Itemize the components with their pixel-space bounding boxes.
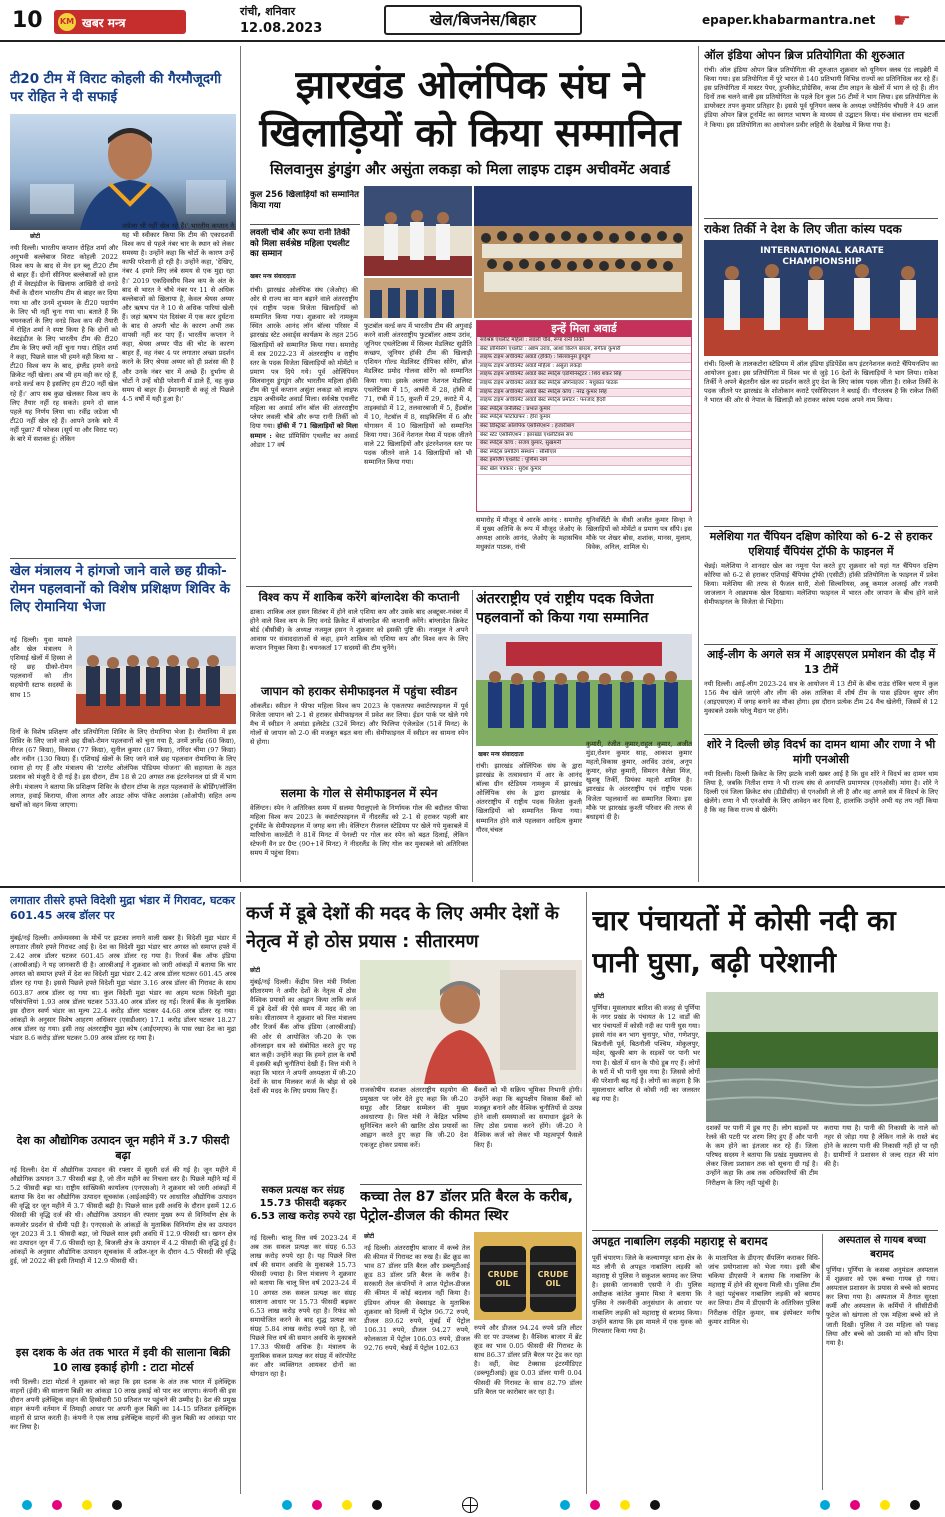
award-list-item: बेस्ट प्रॉमिसिंग एथलीट : अष्टम उरांव, आशा किरण बारला, संगीता कुमारी: [477, 346, 691, 355]
registration-dot: [850, 1500, 860, 1510]
jharkhand-hockey-subhead: हॉकी में 71 खिलाड़ियों को मिला सम्मान :: [250, 422, 358, 440]
story-divider: [704, 218, 938, 219]
registration-dot: [650, 1500, 660, 1510]
karate-banner-text: INTERNATIONAL KARATE CHAMPIONSHIP: [760, 246, 884, 267]
sitharaman-column-2: राजकोषीय सशक्त अंतरराष्ट्रीय सहयोग की प्रमुखता पर जोर देते हुए कहा कि जी-20 समूह और शिखर सम्मेलन की मुख्य अवधारणा है। वित्त मंत्री ने केंद्रित भविष्य सुनिश्चित करने की खातिर ठोस प्रयासों का आह्वान करते हुए कहा कि जी-20 देश एकजुट होकर प्रयास करें।: [360, 1086, 468, 1149]
wrestlers-group-photo: [76, 636, 236, 724]
tax-body-1: नई दिल्ली। चालू वित्त वर्ष 2023-24 में अब तक सकल प्रत्यक्ष कर संग्रह 6.53 लाख करोड़ रुपये रहा है। यह पिछले वित्त वर्ष की समान अवधि के मुकाबले 15.73 फीसदी ज्यादा है। वित्त मंत्रालय ने शुक्रवार को बताया कि चालू वित्त वर्ष 2023-24 में 10 अगस्त तक सकल प्रत्यक्ष कर संग्रह सालाना आधार पर 15.73 फीसदी बढ़कर 6.53 लाख करोड़ रुपये रहा है।: [250, 1234, 356, 1315]
crude-barrel-label-1: CRUDE OIL: [487, 1270, 519, 1288]
kosi-column-2: दशकों पर पानी में डूब गए हैं। लोग सड़कों पर रेलवे की पटरी पर शरण लिए हुए हैं और पानी के कम होने का इंतजार कर रहे हैं। जिला परिषद सदस्य ने बताया कि प्रखंड मुख्यालय से लेकर जिला प्रशासन तक को सूचना दी गई है। उन्होंने कहा कि अब तक अधिकारियों की टीम निरीक्षण के लिए नहीं पहुंची है।: [706, 1124, 818, 1187]
award-list-item: बेस्ट स्पोर्ट्स जर्नलिस्ट : प्रभात कुमार: [477, 406, 691, 415]
bridge-body: रांची। ऑल इंडिया ओपन ब्रिज प्रतियोगिता की शुरुआत शुक्रवार को यूनियन क्लब एंड लाइब्रेरी में किया गया। इस प्रतियोगिता में पूरे भारत से 140 प्रतिभागी विभिन्न राज्यों का प्रतिनिधित्व कर रहे हैं। इस प्रतियोगिता में मास्टर पेयर, डुप्लीकेट,प्रोग्रेसिव, कप्स टीम लाइन के खेलों में भाग ले रहे हैं। तीन दिनों तक चलने वाली इस प्रतियोगिता के पहले दिन कुल 56 टीमों ने भाग लिया। इस प्रतियोगिता के डायरेक्टर तपन कुमार प्रतिहार है। इससे पूर्व यूनियन क्लब के अध्यक्ष ज्योतिर्मय चौधरी ने 49 आल इंडिया ओपन ब्रिज टूर्नामेंट का स्वागत भाषण के माध्यम से उद्घाटन किया। मंच संचालन राम चटर्जी ने किया। इस प्रतियोगिता का आयोजन प्रवीर लहिरी के देखरेख में किया गया है।: [704, 66, 938, 129]
registration-dot: [372, 1500, 382, 1510]
registration-dot: [112, 1500, 122, 1510]
jharkhand-headline: झारखंड ओलंपिक संघ ने खिलाड़ियों को किया सम्मानित: [259, 63, 681, 156]
tax-headline: सकल प्रत्यक्ष कर संग्रह 15.73 फीसदी बढ़कर 6.53 लाख करोड़ रुपये रहा: [250, 1185, 356, 1222]
column-rule: [698, 46, 699, 882]
ileague-body: नयी दिल्ली। आई-लीग 2023-24 सत्र के आयोजन में 13 टीमें के बीच राउंड रॉबिन चरण में कुल 156 मैच खेले जाएंगे और लीग की अंक तालिका में शीर्ष टीम के पास इंडियन सुपर लीग (आइएसएल) में जगह बनाने का मौका होगा। इस दौरान प्रत्येक टीम 24 मैच खेलेगी, जिसमें से 12 मुकाबले उसके घरेलू मैदान पर होंगे।: [704, 680, 938, 716]
kosi-photo-label: छोटी: [594, 993, 605, 1000]
award-list-item: बेस्ट डिस्ट्रिक्ट ओलंपिक एसोसिएशन : हजारीबाग: [477, 423, 691, 432]
shorey-headline: शोरे ने दिल्ली छोड़ विदर्भ का दामन थामा और राणा ने भी मांगी एनओसी: [706, 738, 936, 766]
award-list-item: बेस्ट स्टेट एसोसिएशन : झारखंड एथलेटिक्स संघ: [477, 432, 691, 441]
jharkhand-column-2: फुटबॉल वर्ल्ड कप में भारतीय टीम की अगुवाई करने वाली अंतरराष्ट्रीय फुटबॉलर अष्टम उरांव, जूनियर एथलेटिक्स में सिल्वर मेडलिस्ट सुप्रीति कच्छप, जूनियर हॉकी टीम की खिलाड़ी एशियन गोल्ड मेडलिस्ट दीपिका सोरेंग, ब्रोंज मेडलिस्ट प्रमोद गोलवा सोरेंग को सम्मानित किया गया। इसके अलावा नेशनल मेडलिस्ट एथलेटिक्स में 15, आर्चरी में 28, हॉकी में 71, रग्बी में 15, कुश्ती में 29, कराटे में 4, ताइक्वांडो में 12, तलवारबाजी में 5, हैंडबॉल में 10, नेटबॉल में 8, साइकिलिंग में 6 और योगासन में 10 खिलाड़ियों को सम्मानित किया गया। 36वें नेशनल गेम्स में पदक जीतने वाले 22 खिलाड़ियों और इंटरनेशनल स्तर पर पदक जीतने वाले 14 खिलाड़ियों को भी सम्मानित किया गया।: [364, 322, 472, 467]
medal-column-1: रांची। झारखंड ओलिंपिक संघ के द्वारा झारखंड के तत्वावधान में आर के आनंद बॉल्स ग्रीन स्टेडियम नामकुम में झारखंड ओलिंपिक संघ के द्वारा झारखंड के अंतरराष्ट्रीय में राष्ट्रीय पदक विजेता कुश्ती खिलाड़ियों को सम्मानित किया गया। सम्मानित होने वाले पहलवान आदित्य कुमार गौरव,चंचल: [476, 762, 582, 834]
flood-photo: [706, 992, 938, 1122]
section-title: खेल/बिजनेस/बिहार: [384, 5, 582, 35]
sitharaman-column-3: बैंकरों को भी सक्रिय भूमिका निभानी होगी। उन्होंने कहा कि बहुपक्षीय विकास बैंकों को मजबूत बनाने और वैश्विक चुनौतियों से उत्पन्न होने वाली समस्याओं का समाधान ढूंढने के लिए ठोस प्रयास करने होंगे। जी-20 ने वैश्विक कर्ज को लेकर भी महत्वपूर्ण फैसले किए हैं।: [474, 1086, 582, 1149]
jharkhand-kicker-2: लवली चौबे और रूपा रानी तिर्की को मिला सर्वश्रेष्ठ महिला एथलीट का सम्मान: [250, 228, 350, 259]
spain-headline: सलमा के गोल से सेमीफाइनल में स्पेन: [280, 786, 438, 800]
crude-oil-barrels-photo: [474, 1232, 582, 1320]
registration-dot: [880, 1500, 890, 1510]
registration-dot: [560, 1500, 570, 1510]
award-list-item: बेस्ट स्पोर्ट्स कोच : संजय कुमार, सुखमनी: [477, 440, 691, 449]
crude-column-1: नई दिल्ली। अंतरराष्ट्रीय बाजार में कच्चे तेल की कीमत में गिरावट का रुख है। ब्रेंट क्रूड का भाव 87 डॉलर प्रति बैरल और डब्ल्यूटीआई क्रूड 83 डॉलर प्रति बैरल के करीब है। सरकारी तेल कंपनियों ने आज पेट्रोल-डीजल की कीमत में कोई बदलाव नहीं किया है। इंडियन ऑयल की वेबसाइट के मुताबिक शुक्रवार को दिल्ली में पेट्रोल 96.72 रुपये, डीजल 89.62 रुपये, मुंबई में पेट्रोल 106.31 रुपये, डीजल 94.27 रुपये, कोलकाता में पेट्रोल 106.03 रुपये, डीजल 92.76 रुपये, चेन्नई में पेट्रोल 102.63: [364, 1244, 470, 1353]
kosi-headline: चार पंचायतों में कोसी नदी का पानी घुसा, बढ़ी परेशानी: [592, 904, 896, 979]
newspaper-logo[interactable]: [54, 10, 186, 34]
award-list-item: लाइफ टाइम अचीवमेंट अवार्ड बेस्ट स्पोर्ट्स कोच : नरेंद्र कुमार सिंह: [477, 389, 691, 398]
award-list-item: बेस्ट स्पोर्ट्स फोटोग्राफर : हीरा कुमार: [477, 414, 691, 423]
karate-medal-photo: [704, 240, 938, 356]
story-divider: [704, 526, 938, 527]
registration-dot: [282, 1500, 292, 1510]
story-divider: [360, 1184, 582, 1185]
registration-dot: [312, 1500, 322, 1510]
registration-dot: [820, 1500, 830, 1510]
crude-headline: कच्चा तेल 87 डॉलर प्रति बैरल के करीब, पेट्रोल-डीजल की कीमत स्थिर: [360, 1189, 573, 1224]
sitharaman-illustration: [360, 960, 582, 1084]
story-divider: [246, 586, 692, 587]
jharkhand-column-3: समारोह में मौजूद थे आरके आनंद : समारोह में मुख्य अतिथि के रूप में मौजूद जेओए के अध्यक्ष आरके आनंद, जेओए के महासचिव मधुकांत पाठक, रांची: [476, 516, 582, 552]
wrestling-lede: नई दिल्ली। युवा मामले और खेल मंत्रालय ने एशियाई खेलों में हिस्सा ले रहे छह ग्रीको-रोमन पहलवानों को तीन सहयोगी स्टाफ सदस्यों के साथ 15: [10, 636, 72, 699]
award-list-item: लाइफ टाइम अचीवमेंट अवार्ड बेस्ट स्पोर्ट्स ऑर्गेनाइजर : मधुकांत पाठक: [477, 380, 691, 389]
registration-dot: [910, 1500, 920, 1510]
award-list-item: बेस्ट स्पोर्ट्स प्रमोटिंग संस्थान : सीसीएल: [477, 449, 691, 458]
kohli-column-2: भारतीय कप्तान ने यह भी स्वीकार किया कि टीम की एकादशवीं विश्व कप से पहले नंबर चार के स्थान को लेकर समस्या है। उन्होंने कहा कि चोटों के कारण उन्हें काफी परेशानी हो रही है। उन्होंने कहा, 'देखिए, नंबर 4 हमारे लिए लंबे समय से एक मुद्दा रहा है।' 2019 एकदिवसीय विश्व कप के अंत के बाद से भारत ने चौथे नंबर पर 11 से अधिक बल्लेबाजों को खिलाया है, केवल श्रेयस अय्यर और ऋषभ पंत ने 10 से अधिक पारियां खेली हैं। जहां ऋषभ पंत दिसंबर में एक कार दुर्घटना के बाद से अपनी चोट के कारण अभी तक वापसी नहीं कर पाए हैं। भारतीय कप्तान ने कहा, श्रेयस अय्यर पीठ की चोट के कारण बाहर हैं, वह नंबर 4 पर लगातार अच्छा प्रदर्शन करने के लिए श्रेयस अय्यर को ही प्रशंसा की है और उनके नंबर चार में अच्छे हैं। दुर्भाग्य से चोटों ने उन्हें थोड़ी परेशानी में डाले हैं, वह कुछ समय से बाहर हैं। ईमानदारी से कहूं तो पिछले 4-5 वर्षों में यही हुआ है।': [122, 222, 234, 403]
kosi-column-3: कराया गया है। पानी की निकासी के नाले को नहर से जोड़ा गया है लेकिन नाले के रास्ते बंद होने के कारण पानी की निकासी नहीं हो पा रही है। ग्रामीणों ने प्रशासन से जल्द राहत की मांग की है।: [824, 1124, 938, 1169]
award-list-item: लाइफ टाइम अचीवमेंट अवार्ड बेस्ट स्पोर्ट्स प्रमोटर : फरजाद हैदरी: [477, 397, 691, 406]
registration-dot: [342, 1500, 352, 1510]
rohit-sharma-photo: [10, 114, 236, 230]
kohli-photo-label: छोटी: [30, 233, 41, 240]
crude-photo-label: छोटी: [364, 1233, 375, 1240]
jharkhand-byline: खबर मन्त्र संवाददाता: [250, 273, 296, 280]
award-list-item: लाइफ टाइम अचीवमेंट अवार्ड (हॉकी) : सिलवानुस डुंगडुंग: [477, 354, 691, 363]
header-date: 12.08.2023: [240, 21, 323, 36]
ceremony-illustration-2: [364, 278, 472, 318]
page-number: 10: [12, 8, 43, 33]
sitharaman-column-1: मुंबई/नई दिल्ली। केंद्रीय वित्त मंत्री निर्मला सीतारमण ने अमीर देशों के नेतृत्व में ठोस वैश्विक प्रयासों का आह्वान किया ताकि कर्ज में डूबे देशों की ऐसे समय में मदद की जा सके। सीतारमण ने शुक्रवार को वित्त मंत्रालय और रिजर्व बैंक ऑफ इंडिया (आरबीआई) की ओर से आयोजित जी-20 के एक ऑनलाइन सत्र को संबोधित करते हुए यह बात कही। उन्होंने कहा कि हमने हाल के वर्षों में इसकी बढ़ी चुनौतियां देखी हैं। वित्त मंत्री ने कहा कि भारत ने अपनी अध्यक्षता में जी-20 देशों के साथ मिलकर कर्ज के बोझ से दबे देशों की मदद के लिए प्रयास किए हैं।: [250, 978, 356, 1096]
award-list-box: [476, 320, 692, 512]
sweden-headline: जापान को हराकर सेमीफाइनल में पहुंचा स्वीडन: [260, 684, 458, 698]
registration-dot: [590, 1500, 600, 1510]
award-group-photo: [474, 186, 692, 318]
header-city-day: रांची, शनिवार: [240, 5, 296, 18]
crude-barrel-label-2: CRUDE OIL: [537, 1270, 569, 1288]
shakib-body: ढाका। शाकिब अल हसन सितंबर में होने वाले एशिया कप और उसके बाद अक्टूबर-नवंबर में होने वाले विश्व कप के लिए वनडे क्रिकेट में बांग्लादेश की कप्तानी करेंगे। बांग्लादेश क्रिकेट बोर्ड (बीसीबी) के अध्यक्ष नजमुल हसन ने शुक्रवार को इसकी पुष्टि की। नजमुल ने अपने आवास पर संवाददाताओं से कहा, हमने शाकिब को एशिया कप और विश्व कप के लिए कप्तान नियुक्त किया है। चयनकर्ता 17 सदस्यों की टीम चुनेंगे।: [250, 608, 468, 653]
column-rule: [586, 892, 587, 1494]
jharkhand-hockey-body: बेस्ट प्रॉमिसिंग एथलीट का अवार्ड ओडार 17 वर्ष: [250, 431, 358, 449]
crosshair-registration-icon: [462, 1497, 478, 1513]
story-divider: [10, 558, 236, 559]
wrestling-headline: खेल मंत्रालय ने हांगजो जाने वाले छह ग्रीको-रोमन पहलवानों को विशेष प्रशिक्षण शिविर के लिए रोमानिया भेजा: [10, 563, 230, 615]
story-divider: [704, 644, 938, 645]
kicker-divider: [250, 224, 360, 225]
logo-emblem-icon: KM: [58, 13, 76, 31]
award-ceremony-photo-1: [364, 186, 472, 276]
sitharaman-headline: कर्ज में डूबे देशों की मदद के लिए अमीर देशों के नेतृत्व में हो ठोस प्रयास : सीतारमण: [246, 903, 559, 952]
jharkhand-kicker-1: कुल 256 खिलाड़ियों को सम्मानित किया गया: [250, 190, 359, 211]
tata-headline: इस दशक के अंत तक भारत में इवी की सालाना बिक्री 10 लाख इकाई होगी : टाटा मोटर्स: [15, 1346, 231, 1374]
industry-headline: देश का औद्योगिक उत्पादन जून महीने में 3.7 फीसदी बढ़ा: [16, 1134, 230, 1162]
bridge-headline: ऑल इंडिया ओपन ब्रिज प्रतियोगिता की शुरुआत: [704, 48, 905, 62]
award-list-item: लाइफ टाइम अचीवमेंट अवार्ड बेस्ट स्पोर्ट्स एडमिनिस्ट्रेटर : शिव शंकर सिंह: [477, 371, 691, 380]
award-list-item: लाइफ टाइम अचीवमेंट अवार्ड महिला : असुंता लकड़ा: [477, 363, 691, 372]
award-list-item: बेस्ट खेल पत्रकार : सुदेश कुमार: [477, 466, 691, 475]
award-list-title: इन्हें मिला अवार्ड: [477, 321, 691, 337]
jharkhand-column-4: यूनिवर्सिटी के वीसी अजीत कुमार सिन्हा ने खिलाड़ियों को मोमेंटो व प्रमाण पत्र सौंपे। इस मौके पर शेखर बोस, शशांक, मानस, मुलाम, विवेक, अनिल, शामिल थे।: [586, 516, 692, 552]
award-group-illustration: [474, 186, 692, 318]
registration-dot: [22, 1500, 32, 1510]
logo-text: खबर मन्त्र: [82, 16, 126, 30]
jharkhand-column-1-wrapper: [250, 286, 358, 580]
wrestling-body: दिनों के विशेष प्रशिक्षण और प्रतियोगिता शिविर के लिए रोमानिया भेजा है। रोमानिया में इस शिविर के लिए जाने वाले छह ग्रीको-रोमन पहलवानों को चुना गया है, उनमें ज्ञानेंद्र (60 किग्रा), नीरज (67 किग्रा), विकास (77 किग्रा), सुनील कुमार (87 किग्रा), नरिंदर चीमा (97 किग्रा) और नवीन (130 किग्रा) हैं। एशियाई खेलों के लिए जाने वाले छह पहलवान रोमानिया के लिए रवाना हो गए हैं और मंत्रालय की 'टारगेट ओलंपिक पोडियम योजना' की सहायता के तहत प्रस्ताव को मंजूरी दे दी गई है। इस दौरान, टीम 18 से 20 अगस्त तक इंटरनेशनल ग्रां प्री में भाग लेगी। मंत्रालय ने बताया कि प्रशिक्षण शिविर के दौरान टॉप्स के तहत पहलवानों के बोर्डिंग/लॉजिंग लागत, हवाई किराया, वीजा लागत और आउट ऑफ पॉकेट अलाउंस (ओओपी) सहित अन्य खर्चों को वहन किया जाएगा।: [10, 728, 236, 809]
tata-body: नयी दिल्ली। टाटा मोटर्स ने शुक्रवार को कहा कि इस दशक के अंत तक भारत में इलेक्ट्रिक वाहनों (ईवी) की सालाना बिक्री का आंकड़ा 10 लाख इकाई को पार कर जाएगा। कंपनी की इस दौरान अपनी इलेक्ट्रिक वाहन की हिस्सेदारी 50 प्रतिशत पर पहुंचने की उम्मीद है। देश की प्रमुख वाहन कंपनी वर्तमान में तिमाही आधार पर अपनी कुल बिक्री का 14-15 प्रतिशत इलेक्ट्रिक वाहनों से प्राप्त करती है। कंपनी ने एक लाख इलेक्ट्रिक वाहनों की कुल बिक्री का आंकड़ा पार कर लिया है।: [10, 1378, 236, 1432]
ceremony-illustration-1: [364, 186, 472, 276]
wrestlers-group-illustration: [76, 636, 236, 724]
jharkhand-column-1: रांची। झारखंड ओलंपिक संघ (जेओए) की ओर से राज्य का मान बढ़ाने वाले अंतरराष्ट्रीय एवं राष्ट्रीय पदक विजेता खिलाड़ियों को सम्मानित किया गया। शुक्रवार को नामकुम स्थित आरके आनंद लॉन बॉल्स परिसर में झारखंड स्टेट अवार्ड्स कार्यक्रम के तहत 256 खिलाड़ियों को सम्मानित किया गया। समारोह में सत्र 2022-23 में अंतरराष्ट्रीय व राष्ट्रीय स्तर के पदक विजेता खिलाड़ियों को मोमेंटो व प्रमाण पत्र दिये गये। पूर्व ओलिंपियन सिलवानुस डुंगडुंग और भारतीय महिला हॉकी टीम की पूर्व कप्तान असुंता लकड़ा को लाइफ टाइम अचीवमेंट अवार्ड मिला। सर्वश्रेष्ठ एथलीट महिला का अवार्ड लॉन बॉल की अंतरराष्ट्रीय प्लेयर लवली चौबे और रूपा रानी तिर्की को दिया गया।: [250, 286, 358, 431]
rohit-figure-illustration: [10, 114, 236, 230]
award-list-item: बेस्ट इमर्जिंग एथलीट : पूर्णिमा नाग: [477, 457, 691, 466]
medal-wrestlers-illustration: [476, 634, 692, 746]
kohli-column-1: नयी दिल्ली। भारतीय कप्तान रोहित शर्मा और अनुभवी बल्लेबाज विराट कोहली 2022 विश्व कप के बाद से मेन इन ब्लू टी20 टीम से बाहर हैं। दोनों सीनियर बल्लेबाजों को हाल ही में वेस्टइंडीज के खिलाफ आखिरी दो वनडे मैचों के दौरान भारतीय टीम से बाहर कर दिया गया था और उनमें शुभमन के टी20 पदार्पण के लिए भी नहीं चुना गया था। बताते हैं कि चयनकर्ता के लिए वनडे विश्व कप की तैयारी में रोहित शर्मा ने स्पष्ट किया है कि दोनों को वेस्टइंडीज के लिए भारतीय टीम की टी20 टीम के लिए क्यों नहीं चुना गया। रोहित शर्मा ने कहा, पिछले साल भी हमने वही किया था - टी20 विश्व कप के बाद, इंग्लैंड हमने वनडे क्रिकेट नहीं खेला। अब भी हम वही कर रहे हैं, वनडे वर्ल्ड कप है इसलिए हम टी20 नहीं खेल रहे हैं।' आप सब कुछ खेलकर विश्व कप के लिए तैयार नहीं रह सकते। हमने दो साल पहले यह निर्णय लिया था। रवींद्र जडेजा भी टी20 नहीं खेल रहे हैं। आपने उनके बारे में नहीं पूछा? मैं फोकस (सूर्य या और विराट पर) के बारे में सशक्त हूं। लेकिन: [10, 244, 118, 443]
registration-dot: [620, 1500, 630, 1510]
ileague-headline: आई-लीग के अगले सत्र में आइएसएल प्रमोशन की दौड़ में 13 टीमें: [706, 648, 936, 676]
story-divider: [704, 734, 938, 735]
medal-byline: खबर मन्त्र संवाददाता: [478, 751, 524, 758]
column-rule: [822, 1234, 823, 1490]
kohli-column-2-wrapper: [122, 222, 234, 554]
column-rule: [240, 892, 241, 1494]
shorey-body: नयी दिल्ली। दिल्ली क्रिकेट के लिए झटके वाली खबर आई है कि ध्रुव शोरे ने विदर्भ का दामन थाम लिया है, जबकि नितीश राणा ने भी राज्य संघ से अनापत्ति प्रमाणपत्र (एनओसी) मांगा है। शोरे ने दिल्ली एवं जिला क्रिकेट संघ (डीडीसीए) से एनओसी ले ली है और वह अगले सत्र में विदर्भ के लिए खेलेंगे। राणा ने भी एनओसी के लिए आवेदन कर दिया है, हालांकि उन्होंने अभी यह तय नहीं किया है कि वह किस राज्य से खेलेंगे।: [704, 770, 938, 815]
registration-dot: [52, 1500, 62, 1510]
kosi-column-1: पूर्णिया। मूसलाधार बारिश की वजह से पूर्णिया के नगर प्रखंड के पंचायत के 12 वार्डों की चार पंचायतों में कोसी नदी का पानी घुस गया। इससे गांव बन भाग चुनापुर, भोरा, गणेशपुर, बिठनौली पूर्व, बिठनौली पश्चिम, मोकुलपुर, महेश, खुश्की बाग के सड़कों पर पानी भर गया है। खेतों में धान के पौधे डूब गए हैं। लोगों के घरों में भी पानी घुस गया है। जिससे लोगों की परेशानी बढ़ गई है। लोगों का कहना है कि मूसलाधार बारिश से कोसी नदी का जलस्तर बढ़ गया है।: [592, 1004, 700, 1103]
girl-recovered-column-1: पूर्वी चंपारण। जिले के कल्याणपुर थाना क्षेत्र के मठ लौनी से अपहृत नाबालिग लड़की को महाराष्ट्र से पुलिस ने सकुशल बरामद कर लिया है। इसकी जानकारी एसपी ने दी। पुलिस अधीक्षक कांतेश कुमार मिश्रा ने बताया कि पुलिस ने तकनीकी अनुसंधान के आधार पर नाबालिग लड़की को महाराष्ट्र से बरामद किया। उन्होंने बताया कि इस मामले में एक युवक को गिरफ्तार किया गया है।: [592, 1254, 702, 1335]
medal-wrestlers-photo: [476, 634, 692, 746]
section-divider: [0, 886, 945, 888]
shakib-headline: विश्व कप में शाकिब करेंगे बांग्लादेश की कप्तानी: [258, 590, 460, 604]
spain-body: वेलिंग्टन। स्पेन ने अतिरिक्त समय में सलमा पैरालुएलो के निर्णायक गोल की बदौलत फीफा महिला विश्व कप 2023 के क्वार्टरफाइनल में नीदरलैंड को 2-1 से हराकर पहली बार टूर्नामेंट के सेमीफाइनल में जगह बना ली। वेलिंग्टन रीजनल स्टेडियम पर खेले गये मुकाबले में मारियोना काल्डेंटी ने 81वें मिनट में पेनल्टी पर गोल कर स्पेन को बढ़त दिलाई, लेकिन स्टेफनी वैन डर ग्रैग्ट (90+1वें मिनट) ने नीदरलैंड के लिए गोल कर मुकाबले को अतिरिक्त समय में पहुंचा दिया।: [250, 804, 468, 858]
tax-column-1: [250, 1234, 356, 1490]
rakesh-headline: राकेश तिर्की ने देश के लिए जीता कांस्य पदक: [704, 222, 902, 236]
girl-recovered-column-2: के मातापिता के डीएनए सैंपलिंग कराकर विधि-जांच प्रयोगशाला को भेजा गया। इसी बीच चकिया डीएसपी ने बताया कि नाबालिग के महाराष्ट्र में होने की सूचना मिली थी। पुलिस टीम ने वहां पहुंचकर नाबालिग लड़की को बरामद कर लिया। टीम में डीएसपी के अतिरिक्त पुलिस निरीक्षक रोहित कुमार, सब इंस्पेक्टर मनीष कुमार शामिल थे।: [708, 1254, 820, 1326]
malaysia-headline: मलेशिया गत चैंपियन दक्षिण कोरिया को 6-2 से हराकर एशियाई चैंपियंस ट्रॉफी के फाइनल में: [709, 530, 933, 558]
forex-body: मुंबई/नई दिल्ली। अर्थव्यवस्था के मोर्चे पर झटका लगाने वाली खबर है। विदेशी मुद्रा भंडार में लगातार तीसरे हफ्ते गिरावट आई है। देश का विदेशी मुद्रा भंडार चार अगस्त को समाप्त हफ्ते में 2.42 अरब डॉलर घटकर 601.45 अरब डॉलर रह गया है। रिजर्व बैंक ऑफ इंडिया (आरबीआई) ने यह जानकारी दी है। आरबीआई ने शुक्रवार को जारी आंकड़ों में बताया कि चार अगस्त को समाप्त हफ्ते में देश का विदेशी मुद्रा भंडार 2.42 अरब डॉलर घटकर 601.45 अरब डॉलर रह गया है। इससे पिछले हफ्ते विदेशी मुद्रा भंडार 3.16 अरब डॉलर की गिरावट के साथ 603.87 अरब डॉलर रह गया था। कुल विदेशी मुद्रा भंडार का अहम घटक विदेशी मुद्रा परिसंपत्तियां 1.93 अरब डॉलर घटकर 533.40 अरब डॉलर रह गई। रिजर्व बैंक के मुताबिक इस दौरान स्वर्ण भंडार का मूल्य 22.4 करोड़ डॉलर घटकर 44.68 अरब डॉलर रह गया। आंकड़ों के अनुसार विशेष आहरण अधिकार (एसडीआर) 17.1 करोड़ डॉलर घटकर 18.27 अरब डॉलर रह गया। इसी तरह अंतरराष्ट्रीय मुद्रा कोष (आईएमएफ) के पास रखा देश का मुद्रा भंडार 8.6 करोड़ डॉलर घटकर 5.09 अरब डॉलर रह गया है।: [10, 934, 236, 1043]
sitharaman-photo-label: छोटी: [250, 967, 261, 974]
flood-illustration: [706, 992, 938, 1122]
column-rule: [472, 590, 473, 882]
medal-column-2: कुमारी, रंजीत कुमार,राहुल कुमार, अजीत मुंडा,रोशन कुमार साह, आकाश कुमार महतो,विकास कुमार, अरविंद उरांव, अनूप कुमार, स्नेहा कुमारी, सिमरन वैलेन्ना मिंज, खुशबू तिर्की, प्रियंका महतो शामिल है। झारखंड के अंतरराष्ट्रीय एवं राष्ट्रीय पदक विजेता पहलवानों का सम्मानित किया। इस मौके पर झारखंड कुश्ती परिवार की तरफ से बधाइयां दी है।: [586, 740, 692, 821]
award-list: [477, 337, 691, 475]
story-divider: [592, 1230, 938, 1231]
award-ceremony-photo-2: [364, 278, 472, 318]
jharkhand-subhead: सिलवानुस डुंगडुंग और असुंता लकड़ा को मिला लाइफ टाइम अचीवमेंट अवार्ड: [270, 162, 670, 178]
award-list-item: सर्वश्रेष्ठ एथलीट महिला : लवली चौबे, रूपा रानी तिर्की: [477, 337, 691, 346]
malaysia-body: चेन्नई। मलेशिया ने शानदार खेल का नमूना पेश करते हुए शुक्रवार को यहां गत चैंपियन दक्षिण कोरिया को 6-2 से हराकर एशियाई चैंपियंस ट्रॉफी (एसीटी) हॉकी प्रतियोगिता के फाइनल में प्रवेश किया। मलेशिया की तरफ से फैजल सारी, शेलो सिल्वरियस, अबू कमाल अजरई और नजमी जाजलान ने आक्रामक खेल दिखाया। मलेशिया फाइनल में भारत और जापान के बीच होने वाले सेमीफाइनल के विजेता से भिड़ेगा।: [704, 562, 938, 607]
sweden-body: ऑकलैंड। स्वीडन ने फीफा महिला विश्व कप 2023 के एकतरफा क्वार्टरफाइनल में पूर्व विजेता जापान को 2-1 से हराकर सेमीफाइनल में प्रवेश कर लिया। ईडन पार्क पर खेले गये मैच में स्वीडन ने अमांडा इलेस्टेड (32वें मिनट) और फिलिपा एंजेलडेल (51वें मिनट) के गोलों से जापान को 2-0 की मजबूत बढ़त बना ली। सेमीफाइनल में स्वीडन का सामना स्पेन से होगा।: [250, 702, 468, 747]
sitharaman-photo: [360, 960, 582, 1084]
industry-body: नई दिल्ली। देश में औद्योगिक उत्पादन की रफ्तार में सुस्ती दर्ज की गई है। जून महीने में औद्योगिक उत्पादन 3.7 फीसदी बढ़ा है, जो तीन महीने का निचला स्तर है। पिछले महीने मई में 5.2 फीसदी बढ़ा था। राष्ट्रीय सांख्यिकी कार्यालय (एनएसओ) ने शुक्रवार को जारी आंकड़ों में बताया कि देश का औद्योगिक उत्पादन सूचकांक (आईआईपी) पर आधारित औद्योगिक उत्पादन की वृद्धि दर जून महीने में 3.7 फीसदी बढ़ी है। पिछले साल इसी अवधि के दौरान इसमें 12.6 फीसदी की वृद्धि दर्ज की थी। औद्योगिक उत्पादन की रफ्तार मुख्य रूप से विनिर्माण क्षेत्र के कमजोर प्रदर्शन से धीमी पड़ी है। एनएसओ के आंकड़ों के मुताबिक विनिर्माण क्षेत्र का उत्पादन जून 2023 में 3.1 फीसदी बढ़ा, जो पिछले साल इसी अवधि में 12.9 फीसदी था। खनन क्षेत्र का उत्पादन जून में 7.6 फीसदी रहा है, बिजली क्षेत्र के उत्पादन में 4.2 फीसदी की वृद्धि हुई है। आंकड़ों के अनुसार औद्योगिक उत्पादन सूचकांक में अप्रैल-जून के दौरान 4.5 फीसदी की वृद्धि हुई, जो 2022 की इसी तिमाही में 12.9 फीसदी थी।: [10, 1166, 236, 1265]
rakesh-body: रांची। दिल्ली के तालकटोरा स्टेडियम में ऑल इंडिया इंडिपेंडेंस कप इंटरनेशनल कराटे चैंपियनशिप का आयोजन हुआ। इस प्रतियोगिता में विश्व भर से जुड़े 16 देशों के खिलाड़ियों ने भाग लिया। राकेश तिर्की ने अपने बेहतरीन खेल का प्रदर्शन करते हुए देश के लिए कांस्य पदक जीता है। राकेश तिर्की के पदक जीतने पर झारखंड के शोतोकान कराटे एसोसिएशन ने बधाई दी। गौरतलब है कि राकेश तिर्की ने भारत की ओर से नेपाल के खिलाड़ी को हराकर कांस्य पदक अपने नाम किया।: [704, 360, 938, 405]
column-rule: [240, 46, 241, 882]
missing-child-headline: अस्पताल से गायब बच्चा बरामद: [838, 1235, 926, 1260]
epaper-url[interactable]: epaper.khabarmantra.net: [702, 13, 876, 27]
kohli-caption: जडेजा भी नहीं खेल रहे हैं।': [122, 222, 189, 230]
crude-column-2: रुपये और डीजल 94.24 रुपये प्रति लीटर की दर पर उपलब्ध है। वैश्विक बाजार में ब्रेंट क्रूड का भाव 0.05 फीसदी की गिरावट के साथ 86.37 डॉलर प्रति बैरल पर ट्रेड कर रहा है। वहीं, वेस्ट टेक्सास इंटरमीडिएट (डब्ल्यूटीआई) क्रूड 0.03 डॉलर यानी 0.04 फीसदी की गिरावट के साथ 82.79 डॉलर प्रति बैरल पर कारोबार कर रहा है।: [474, 1324, 582, 1396]
missing-child-body: पूर्णिया। पूर्णिया के कसबा अनुमंडल अस्पताल में शुक्रवार को एक बच्चा गायब हो गया। अस्पताल प्रशासन के प्रयास से बच्चे को बरामद कर लिया गया है। अस्पताल में तैनात सुरक्षा कर्मी और अस्पताल के कर्मियों ने सीसीटीवी फुटेज को खंगाला तो एक महिला बच्चे को ले जाती दिखी। पुलिस ने उस महिला को पकड़ लिया और बच्चे को उसकी मां को सौंप दिया गया है।: [826, 1266, 938, 1347]
girl-recovered-headline: अपहृत नाबालिग लड़की महाराष्ट्र से बरामद: [592, 1234, 768, 1248]
pointing-hand-icon: ☛: [893, 8, 911, 32]
tax-body-2: रिफंड को समायोजित करने के बाद शुद्ध प्रत्यक्ष कर संग्रह 5.84 लाख करोड़ रुपये रहा है, जो पिछले वित्त वर्ष की समान अवधि के मुकाबले 17.33 फीसदी अधिक है। मंत्रालय के मुताबिक सकल प्रत्यक्ष कर संग्रह में कॉरपोरेट कर और व्यक्तिगत आयकर दोनों का योगदान रहा है।: [250, 1306, 356, 1379]
forex-headline: लगातार तीसरे हफ्ते विदेशी मुद्रा भंडार में गिरावट, घटकर 601.45 अरब डॉलर पर: [10, 894, 236, 922]
registration-dot: [82, 1500, 92, 1510]
medal-headline: अंतरराष्ट्रीय एवं राष्ट्रीय पदक विजेता पहलवानों को किया गया सम्मानित: [476, 591, 654, 626]
kohli-headline: टी20 टीम में विराट कोहली की गैरमौजूदगी पर रोहित ने दी सफाई: [10, 71, 222, 105]
masthead: [0, 0, 945, 42]
